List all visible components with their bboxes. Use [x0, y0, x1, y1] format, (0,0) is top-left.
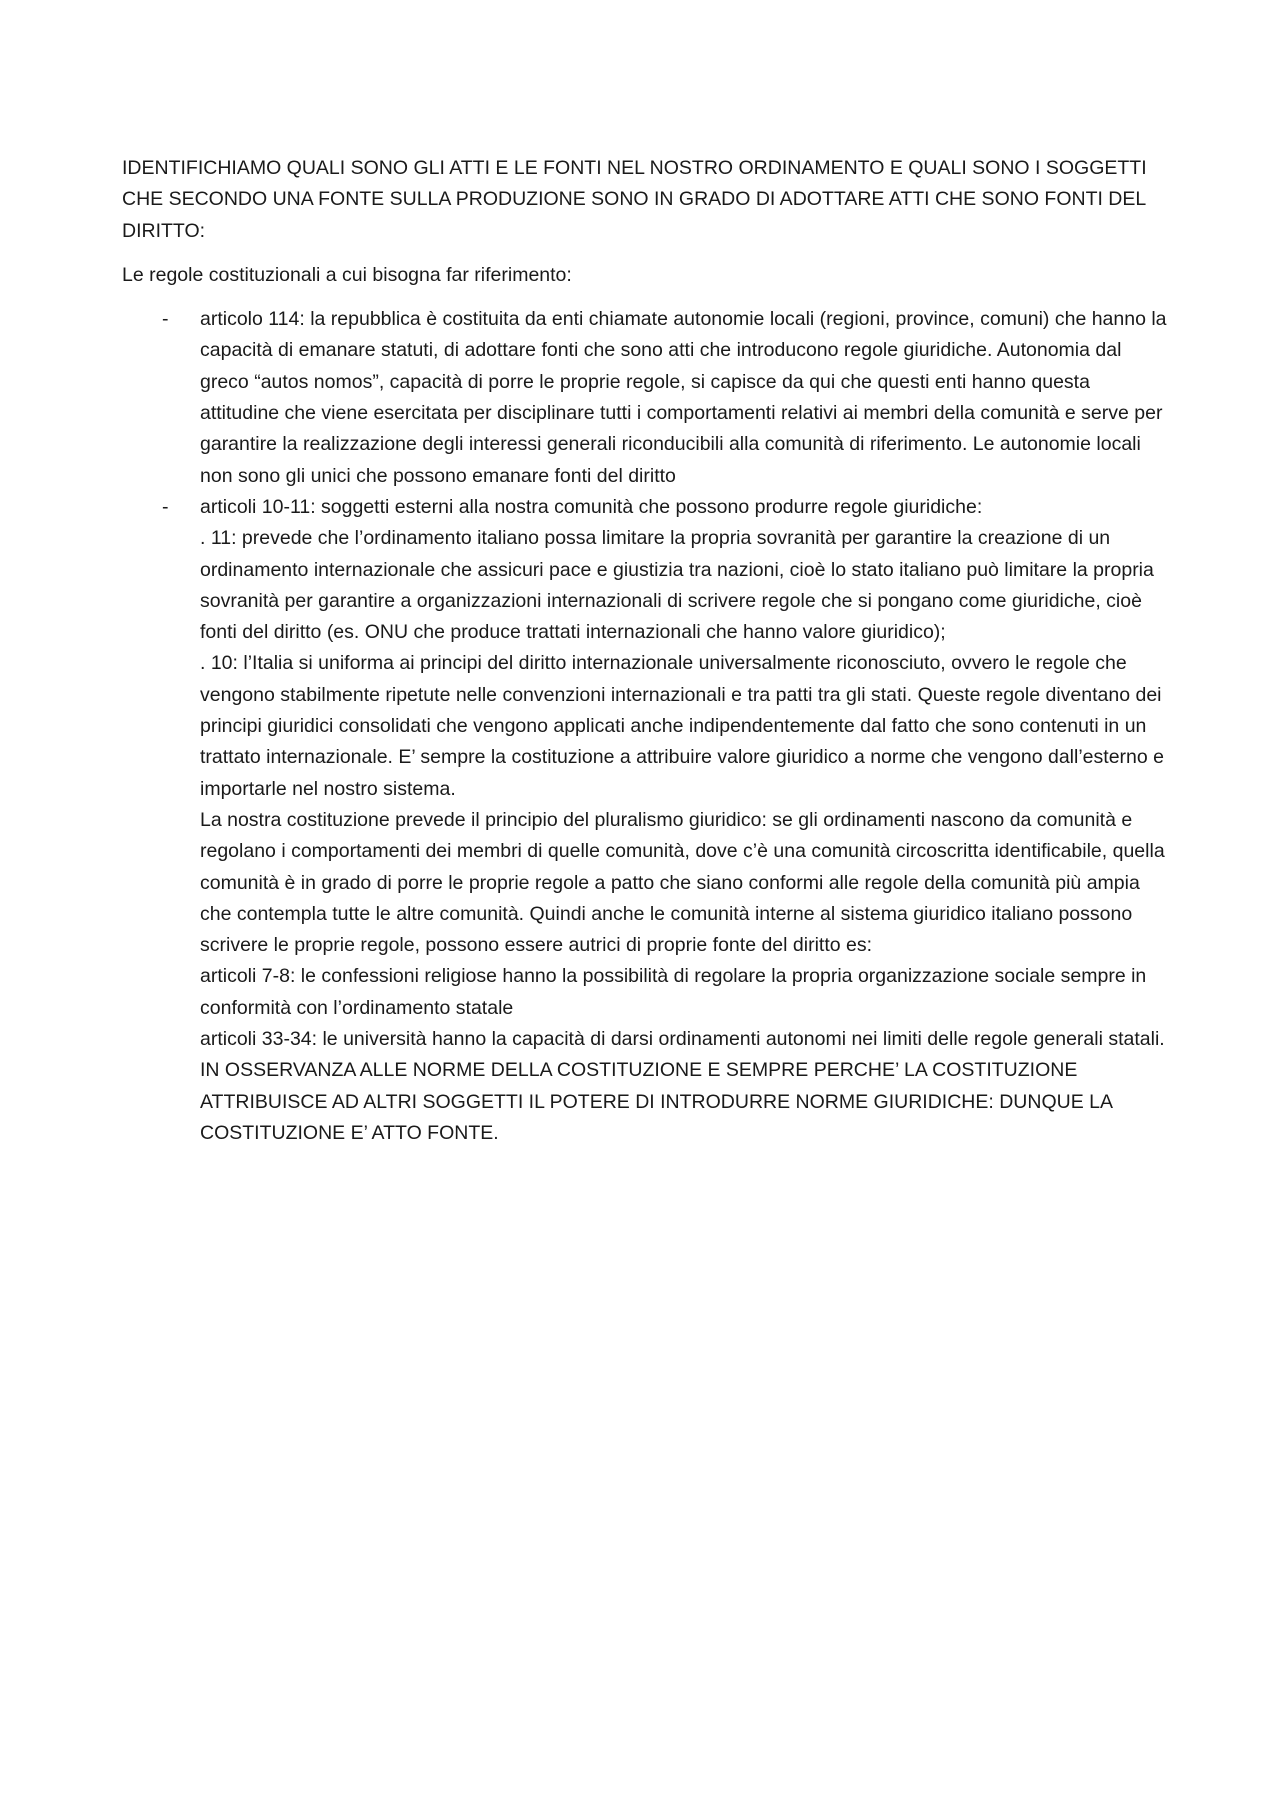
intro-paragraph: Le regole costituzionali a cui bisogna far riferimento: [122, 263, 572, 286]
bullet-dash: - [162, 308, 169, 331]
sub-paragraph-pluralism: La nostra costituzione prevede il principio del pluralismo giuridico: se gli ordinamenti nascono da comunità e regolano i comportamenti dei membri di quelle comunità, dove c’è una comunità circoscritta identificabile, quella comunità è in grado di porre le proprie regole a patto che siano conformi alle regole della comunità più ampia che contempla tutte le altre comunità. Quindi anche le comunità interne al sistema giuridico italiano possono scrivere le proprie regole, possono essere autrici di proprie fonte del diritto es: [200, 808, 1165, 957]
list-item-articles-10-11 [122, 492, 1167, 1149]
document-heading: IDENTIFICHIAMO QUALI SONO GLI ATTI E LE FONTI NEL NOSTRO ORDINAMENTO E QUALI SONO I SOGGETTI CHE SECONDO UNA FONTE SULLA PRODUZIONE SONO IN GRADO DI ADOTTARE ATTI CHE SONO FONTI DEL DIRITTO: [122, 157, 1147, 242]
list-item-text: articolo 114: la repubblica è costituita da enti chiamate autonomie locali (regioni, province, comuni) che hanno la capacità di emanare statuti, di adottare fonti che sono atti che introducono regole giuridiche. Autonomia dal greco “autos nomos”, capacità di porre le proprie regole, si capisce da qui che questi enti hanno questa attitudine che viene esercitata per disciplinare tutti i comportamenti relativi ai membri della comunità e serve per garantire la realizzazione degli interessi generali riconducibili alla comunità di riferimento. Le autonomie locali non sono gli unici che possono emanare fonti del diritto [200, 308, 1167, 487]
sub-paragraph-conclusion: IN OSSERVANZA ALLE NORME DELLA COSTITUZIONE E SEMPRE PERCHE’ LA COSTITUZIONE ATTRIBUISCE AD ALTRI SOGGETTI IL POTERE DI INTRODURRE NORME GIURIDICHE: DUNQUE LA COSTITUZIONE E’ ATTO FONTE. [200, 1059, 1112, 1144]
sub-paragraph-articles-33-34: articoli 33-34: le università hanno la capacità di darsi ordinamenti autonomi nei limiti delle regole generali statali. [200, 1028, 1165, 1051]
sub-paragraph-articles-7-8: articoli 7-8: le confessioni religiose hanno la possibilità di regolare la propria organizzazione sociale sempre in conformità con l’ordinamento statale [200, 965, 1147, 1019]
sub-paragraph-article-11: . 11: prevede che l’ordinamento italiano possa limitare la propria sovranità per garantire la creazione di un ordinamento internazionale che assicuri pace e giustizia tra nazioni, cioè lo stato italiano può limitare la propria sovranità per garantire a organizzazioni internazionali di scrivere regole che si pongano come giuridiche, cioè fonti del diritto (es. ONU che produce trattati internazionali che hanno valore giuridico); [200, 527, 1154, 644]
bullet-dash: - [162, 495, 169, 518]
document-body [122, 153, 1167, 1149]
sub-paragraph-article-10: . 10: l’Italia si uniforma ai principi del diritto internazionale universalmente riconosciuto, ovvero le regole che vengono stabilmente ripetute nelle convenzioni internazionali e tra patti tra gli stati. Queste regole diventano dei principi giuridici consolidati che vengono applicati anche indipendentemente dal fatto che sono contenuti in un trattato internazionale. E’ sempre la costituzione a attribuire valore giuridico a norme che vengono dall’esterno e importarle nel nostro sistema. [200, 652, 1164, 800]
list-item-article-114 [122, 304, 1167, 492]
list-item-text: articoli 10-11: soggetti esterni alla nostra comunità che possono produrre regole giuridiche: [200, 495, 983, 518]
